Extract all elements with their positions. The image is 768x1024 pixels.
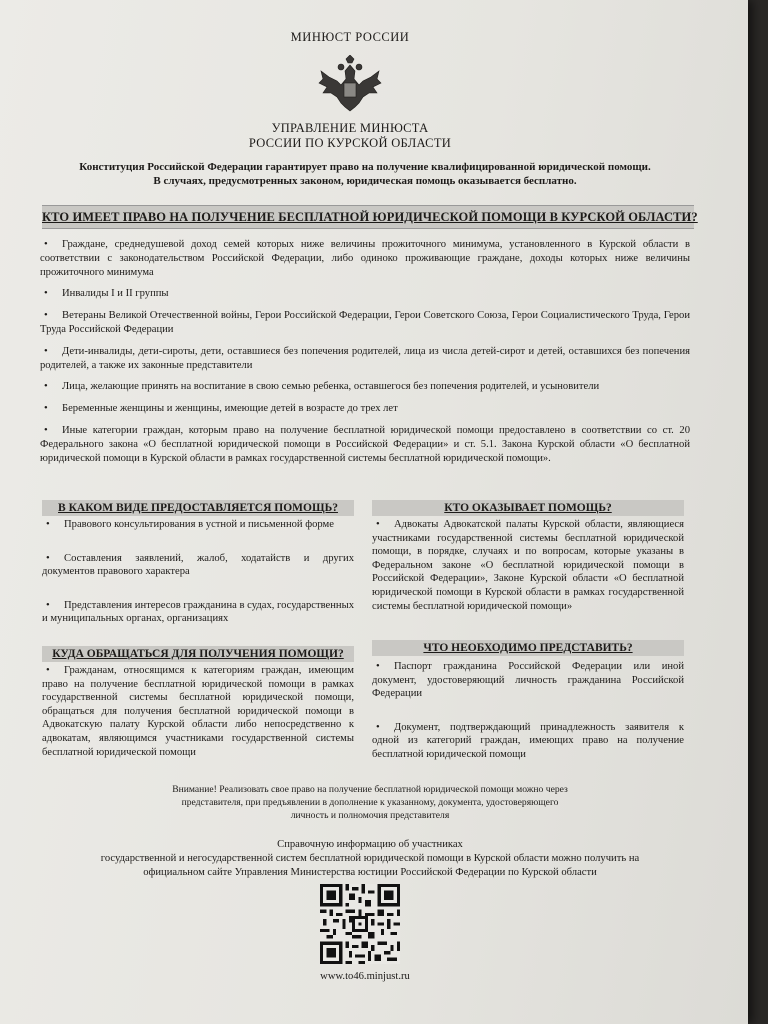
list-item: • Паспорт гражданина Российской Федерации или иной документ, удостоверяющий личность гражданина Российской Федерации [372, 661, 684, 700]
bullet-icon: • [44, 345, 48, 357]
notice-line2: представителя, при предъявлении в дополнение к указанному, документа, удостоверяющего [181, 797, 559, 808]
double-headed-eagle-emblem-icon [315, 55, 385, 115]
bullet-icon: • [46, 552, 50, 564]
intro-line1: Конституция Российской Федерации гарантирует право на получение квалифицированной юридической помощи. [79, 161, 651, 173]
qr-code-icon[interactable] [320, 884, 400, 964]
bullet-icon: • [376, 721, 380, 733]
bullet-icon: • [376, 519, 380, 530]
list-item: • Беременные женщины и женщины, имеющие детей в возрасте до трех лет [40, 402, 690, 416]
section-title-who-has-right: КТО ИМЕЕТ ПРАВО НА ПОЛУЧЕНИЕ БЕСПЛАТНОЙ ЮРИДИЧЕСКОЙ ПОМОЩИ В КУРСКОЙ ОБЛАСТИ? [42, 205, 694, 229]
list-item: • Иные категории граждан, которым право на получение бесплатной юридической помощи предоставлено в соответствии со ст. 20 Федерального закона «О бесплатной юридической помощи в Российской Федерации» и ст. 5.1. Закона Курской области «О бесплатной юридической помощи в Курской области в рамках государственной системы бесплатной юридической помощи». [40, 424, 690, 464]
list-item: • Адвокаты Адвокатской палаты Курской области, являющиеся участниками государственной системы бесплатной юридической помощи, в порядке, случаях и по вопросам, которые указаны в Федеральном законе «О бесплатной юридической помощи в Российской Федерации», Законе Курской области «О бесплатной юридической помощи в Курской области в рамках государственной системы бесплатной юридической помощи» [372, 519, 684, 612]
list-item: • Представления интересов гражданина в судах, государственных и муниципальных органах, организациях [42, 599, 354, 625]
section-title-where-to-apply: КУДА ОБРАЩАТЬСЯ ДЛЯ ПОЛУЧЕНИЯ ПОМОЩИ? [42, 646, 354, 662]
list-item: • Документ, подтверждающий принадлежность заявителя к одной из категорий граждан, имеющих право на получение бесплатной юридической помощи [372, 721, 684, 760]
org-name-line1: УПРАВЛЕНИЕ МИНЮСТА [271, 121, 429, 135]
info-line1: Справочную информацию об участниках [277, 839, 463, 850]
bullet-icon: • [46, 519, 50, 530]
list-item: • Гражданам, относящимся к категориям граждан, имеющим право на получение бесплатной юридической помощи в рамках государственной системы бесплатной юридической помощи, обращаться для получения бесплатной юридической помощи в Адвокатскую палату Курской области либо непосредственно к адвокатам, являющимся участниками государственной системы бесплатной юридической помощи [42, 665, 354, 758]
section-title-who-provides: КТО ОКАЗЫВАЕТ ПОМОЩЬ? [372, 500, 684, 516]
intro-statement [20, 160, 710, 188]
document-header [0, 30, 700, 151]
website-link[interactable]: www.to46.minjust.ru [320, 971, 410, 982]
intro-line2: В случаях, предусмотренных законом, юридическая помощь оказывается бесплатно. [153, 175, 577, 187]
list-item: • Лица, желающие принять на воспитание в свою семью ребенка, оставшегося без попечения родителей, и усыновители [40, 380, 690, 394]
section-title-what-form: В КАКОМ ВИДЕ ПРЕДОСТАВЛЯЕТСЯ ПОМОЩЬ? [42, 500, 354, 516]
who-provides-section [372, 500, 684, 613]
org-name-line2: РОССИИ ПО КУРСКОЙ ОБЛАСТИ [248, 136, 452, 150]
bullet-icon: • [44, 310, 48, 322]
list-item: • Правового консультирования в устной и письменной форме [42, 518, 354, 532]
info-line2: государственной и негосударственной систем бесплатной юридической помощи в Курской области можно получить на [100, 853, 640, 864]
attention-notice [120, 783, 620, 822]
list-item: • Дети-инвалиды, дети-сироты, дети, оставшиеся без попечения родителей, лица из числа детей-сирот и детей, оставшихся без попечения родителей, а также их законные представители [40, 345, 690, 371]
list-item: • Граждане, среднедушевой доход семей которых ниже величины прожиточного минимума, установленного в Курской области в соответствии с законодательством Российской Федерации, либо одиноко проживающие граждане, доходы которых ниже величины прожиточного минимума [40, 239, 690, 278]
bullet-icon: • [376, 661, 380, 672]
list-item: • Инвалиды I и II группы [40, 287, 690, 301]
bullet-icon: • [44, 239, 48, 250]
list-item: • Составления заявлений, жалоб, ходатайств и других документов правового характера [42, 552, 354, 578]
section-title-what-to-provide: ЧТО НЕОБХОДИМО ПРЕДСТАВИТЬ? [372, 640, 684, 656]
bullet-icon: • [44, 288, 48, 300]
who-has-right-list [40, 238, 690, 473]
what-to-provide-section [372, 640, 684, 762]
notice-line1: Внимание! Реализовать свое право на получение бесплатной юридической помощи можно через [172, 784, 568, 795]
bullet-icon: • [44, 403, 48, 415]
ministry-title: МИНЮСТ РОССИИ [290, 30, 410, 44]
notice-line3: личность и полномочия представителя [290, 810, 450, 821]
what-form-section [42, 500, 354, 626]
list-item: • Ветераны Великой Отечественной войны, Герои Российской Федерации, Герои Советского Союза, Герои Социалистического Труда, Герои Труда Российской Федерации [40, 310, 690, 335]
reference-info [20, 838, 720, 880]
bullet-icon: • [44, 424, 48, 436]
bullet-icon: • [46, 665, 50, 676]
bullet-icon: • [46, 599, 50, 611]
bullet-icon: • [44, 381, 48, 393]
info-line3: официальном сайте Управления Министерства юстиции Российской Федерации по Курской области [143, 867, 597, 878]
where-to-apply-section [42, 646, 354, 759]
